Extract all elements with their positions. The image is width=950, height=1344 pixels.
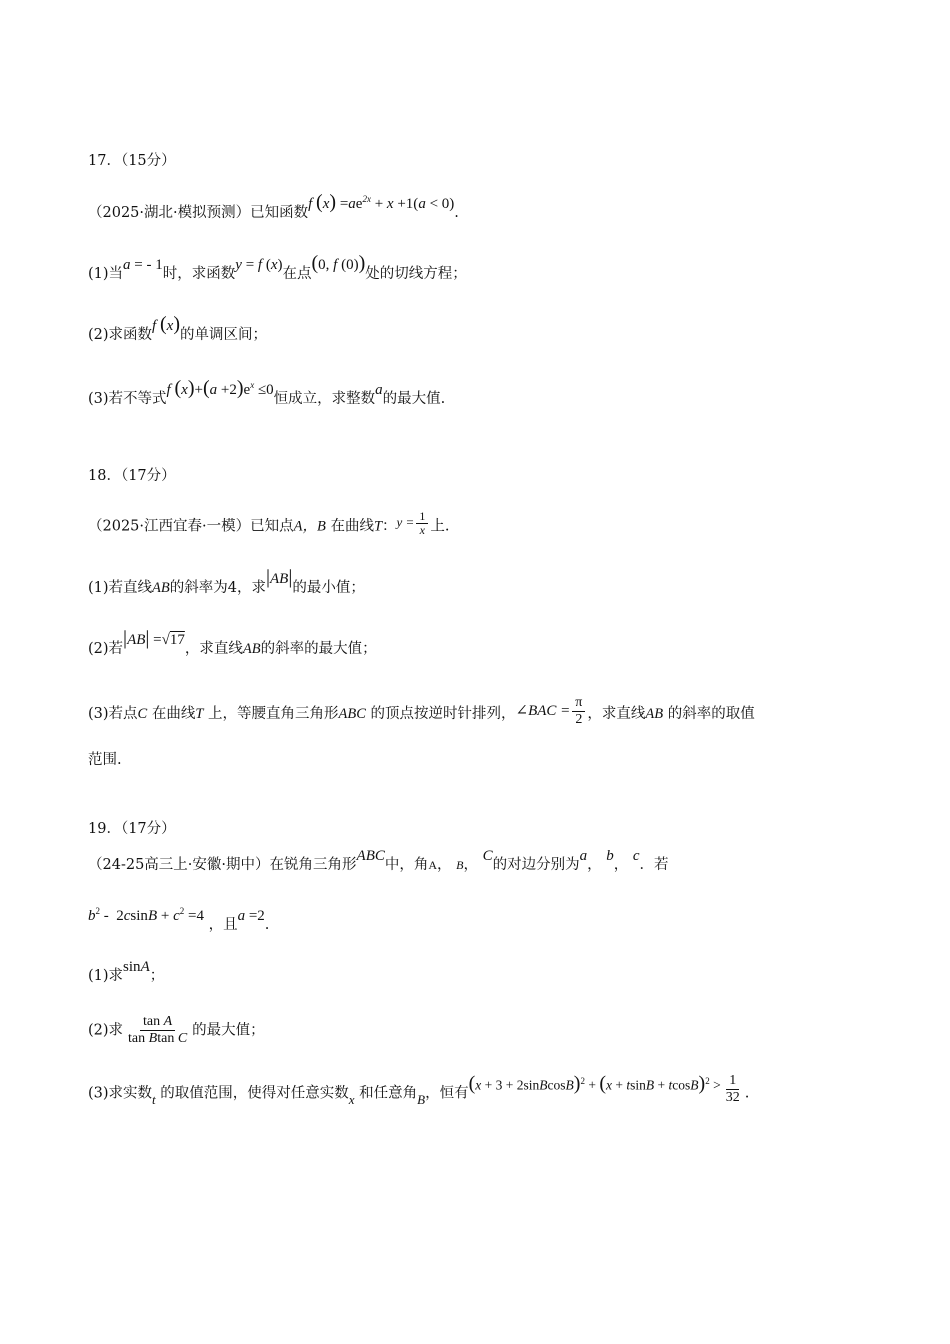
q18-points: A，B — [293, 518, 326, 535]
q18-p3-angle-frac — [572, 695, 585, 728]
q19-p3-end: . — [744, 1085, 750, 1102]
q18-p1-ab: AB — [152, 580, 170, 596]
q17-part3 — [88, 377, 446, 409]
q17-p3-inequality: f $(x)+(a +2)e^x \le 0$ — [166, 377, 274, 399]
q19-a: a — [579, 848, 588, 864]
q18-curve-den: x — [419, 523, 425, 537]
q19-c: c — [632, 848, 640, 864]
q17-p1-text-c: 在点 — [282, 266, 312, 282]
q18-p3-abc: ABC — [338, 705, 366, 722]
q19-eq1: $b^2 - 2csinB + c^2 =4$ — [88, 906, 204, 924]
q19-abc: ABC — [356, 848, 385, 864]
q19-part1 — [88, 959, 165, 986]
q18-part3 — [88, 695, 755, 731]
q17-p3-text-c: 的最大值. — [382, 391, 446, 407]
q18-colon: ： — [382, 518, 397, 535]
q18-text-c: 上. — [430, 518, 450, 535]
q19-p3-text-a: (3)求实数 — [88, 1085, 153, 1102]
q17-part2 — [88, 313, 267, 345]
q19-text-d: ．若 — [639, 857, 669, 873]
q17-p1-point: (0, f (0)) — [311, 252, 366, 274]
q19-p2-frac — [125, 1014, 190, 1047]
q19-B: B — [456, 858, 464, 872]
q18-p3-text-b: 在曲线 — [151, 705, 196, 722]
q18-p2-text-b: ，求直线 — [184, 641, 243, 657]
q18-p2-eq: |AB| =√17 — [123, 627, 185, 649]
q18-source: （2025·江西宜春·一模）已知点 — [88, 518, 294, 535]
q19-p3-t: t — [152, 1091, 156, 1107]
q17-p1-func: y = f (x) — [235, 257, 283, 273]
q18-curve-num: 1 — [416, 510, 428, 524]
q18-p2-text-a: (2)若 — [88, 641, 124, 657]
q17-p2-text-a: (2)求函数 — [88, 327, 153, 343]
q18-p1-text-c: 的最小值； — [292, 580, 365, 596]
q19-p3-text-b: 的取值范围，使得对任意实数 — [160, 1085, 349, 1102]
q18-p1-text-a: (1)若直线 — [88, 580, 153, 596]
q19-A: A — [428, 858, 438, 872]
q19-and: ，且 — [208, 917, 238, 933]
q19-p2-den: tan Btan C — [128, 1031, 188, 1046]
q18-p3-C: C — [137, 705, 148, 722]
q18-part3-cont: 范围. — [88, 752, 122, 768]
q19-p3-text-d: ，恒有 — [425, 1085, 469, 1102]
q19-eq2: a =2 — [237, 908, 265, 924]
q19-p3-expr: (x + 3 + 2sinBcosB)$^2$ + $(x + tsinB + tcosB)^2$ > — [468, 1072, 721, 1095]
q19-condition — [88, 906, 270, 935]
q18-p3-pi: π — [572, 695, 585, 712]
q18-p3-text-d: 的顶点按逆时针排列， — [370, 705, 516, 722]
q17-p2-func: f (x) — [152, 313, 180, 335]
q18-p1-text-b: 的斜率为4，求 — [169, 580, 266, 596]
q18-p1-abs: |AB| — [266, 566, 293, 588]
q18-curve-frac — [416, 510, 428, 537]
q18-p3-text-c: 上，等腰直角三角形 — [208, 705, 339, 722]
q18-p3-text-f: 的斜率的取值 — [667, 705, 755, 722]
q17-p2-text-b: 的单调区间； — [179, 327, 267, 343]
q17-header: 17．（15分） — [88, 153, 176, 169]
q19-p2-num: tan A — [140, 1014, 175, 1031]
q19-end: . — [264, 917, 270, 933]
q18-p3-ab: AB — [645, 705, 664, 722]
q19-p3-B: B — [417, 1091, 426, 1107]
q18-p3-angle — [516, 695, 588, 728]
q19-p3-x: x — [348, 1091, 355, 1107]
q17-p1-text-b: 时，求函数 — [162, 266, 236, 282]
q18-curve-lhs: y = — [396, 514, 415, 530]
q19-p1-text-a: (1)求 — [88, 968, 124, 984]
q18-p3-text-a: (3)若点 — [88, 705, 138, 722]
q17-p1-text-d: 处的切线方程； — [365, 266, 467, 282]
q18-curve-eq — [397, 510, 431, 537]
q17-p3-text-a: (3)若不等式 — [88, 391, 167, 407]
q18-p2-text-c: 的斜率的最大值； — [260, 641, 377, 657]
q19-p3-num: 1 — [726, 1073, 739, 1090]
q18-p3-text-e: ，求直线 — [587, 705, 646, 722]
q17-source: （2025·湖北·模拟预测）已知函数 — [88, 205, 309, 221]
q19-b: b — [606, 848, 614, 864]
q17-p3-text-b: 恒成立，求整数 — [273, 391, 376, 407]
q19-p3-text-c: 和任意角 — [359, 1085, 418, 1102]
q18-p3-two: 2 — [575, 712, 583, 727]
q18-part2 — [88, 627, 377, 659]
q17-function: f $(x) =ae^{2x} + x +1(a < 0)$ — [308, 191, 455, 213]
q19-p1-sin: sinA — [123, 959, 150, 975]
q17-p1-condition: a = - 1 — [123, 257, 163, 273]
q19-text-c: 的对边分别为 — [492, 857, 580, 873]
q19-text-b: 中，角 — [384, 857, 429, 873]
q18-text-b: 在曲线 — [330, 518, 374, 535]
q17-source-line — [88, 191, 459, 223]
q18-part1 — [88, 566, 365, 598]
q19-p3-den: 32 — [725, 1090, 740, 1105]
q19-header: 19．（17分） — [88, 821, 176, 837]
q18-curve: T — [373, 518, 383, 535]
q17-end: . — [454, 205, 459, 221]
q19-part2 — [88, 1014, 265, 1047]
q18-header: 18．（17分） — [88, 468, 176, 484]
q18-source-line — [88, 509, 450, 541]
q18-p2-ab: AB — [242, 641, 261, 657]
q19-p2-text-a: (2)求 — [88, 1022, 124, 1039]
q19-source: （24-25高三上·安徽·期中）在锐角三角形 — [88, 857, 357, 873]
q18-p3-T: T — [195, 705, 204, 722]
q17-p3-var: a — [375, 382, 383, 398]
q18-p3-angle-lhs: ∠BAC = — [515, 702, 571, 719]
q19-source-line: （24-25高三上·安徽·期中）在锐角三角形ABC中，角A， B， C的对边分别为a， b， c．若 — [88, 848, 669, 873]
q19-p2-text-b: 的最大值； — [192, 1022, 265, 1039]
q19-C: C — [482, 848, 493, 864]
q17-part1 — [88, 252, 467, 284]
q19-p1-text-b: ； — [149, 968, 165, 984]
q19-part3 — [88, 1072, 750, 1110]
q17-p1-text-a: (1)当 — [88, 266, 124, 282]
q19-p3-frac — [723, 1073, 743, 1106]
